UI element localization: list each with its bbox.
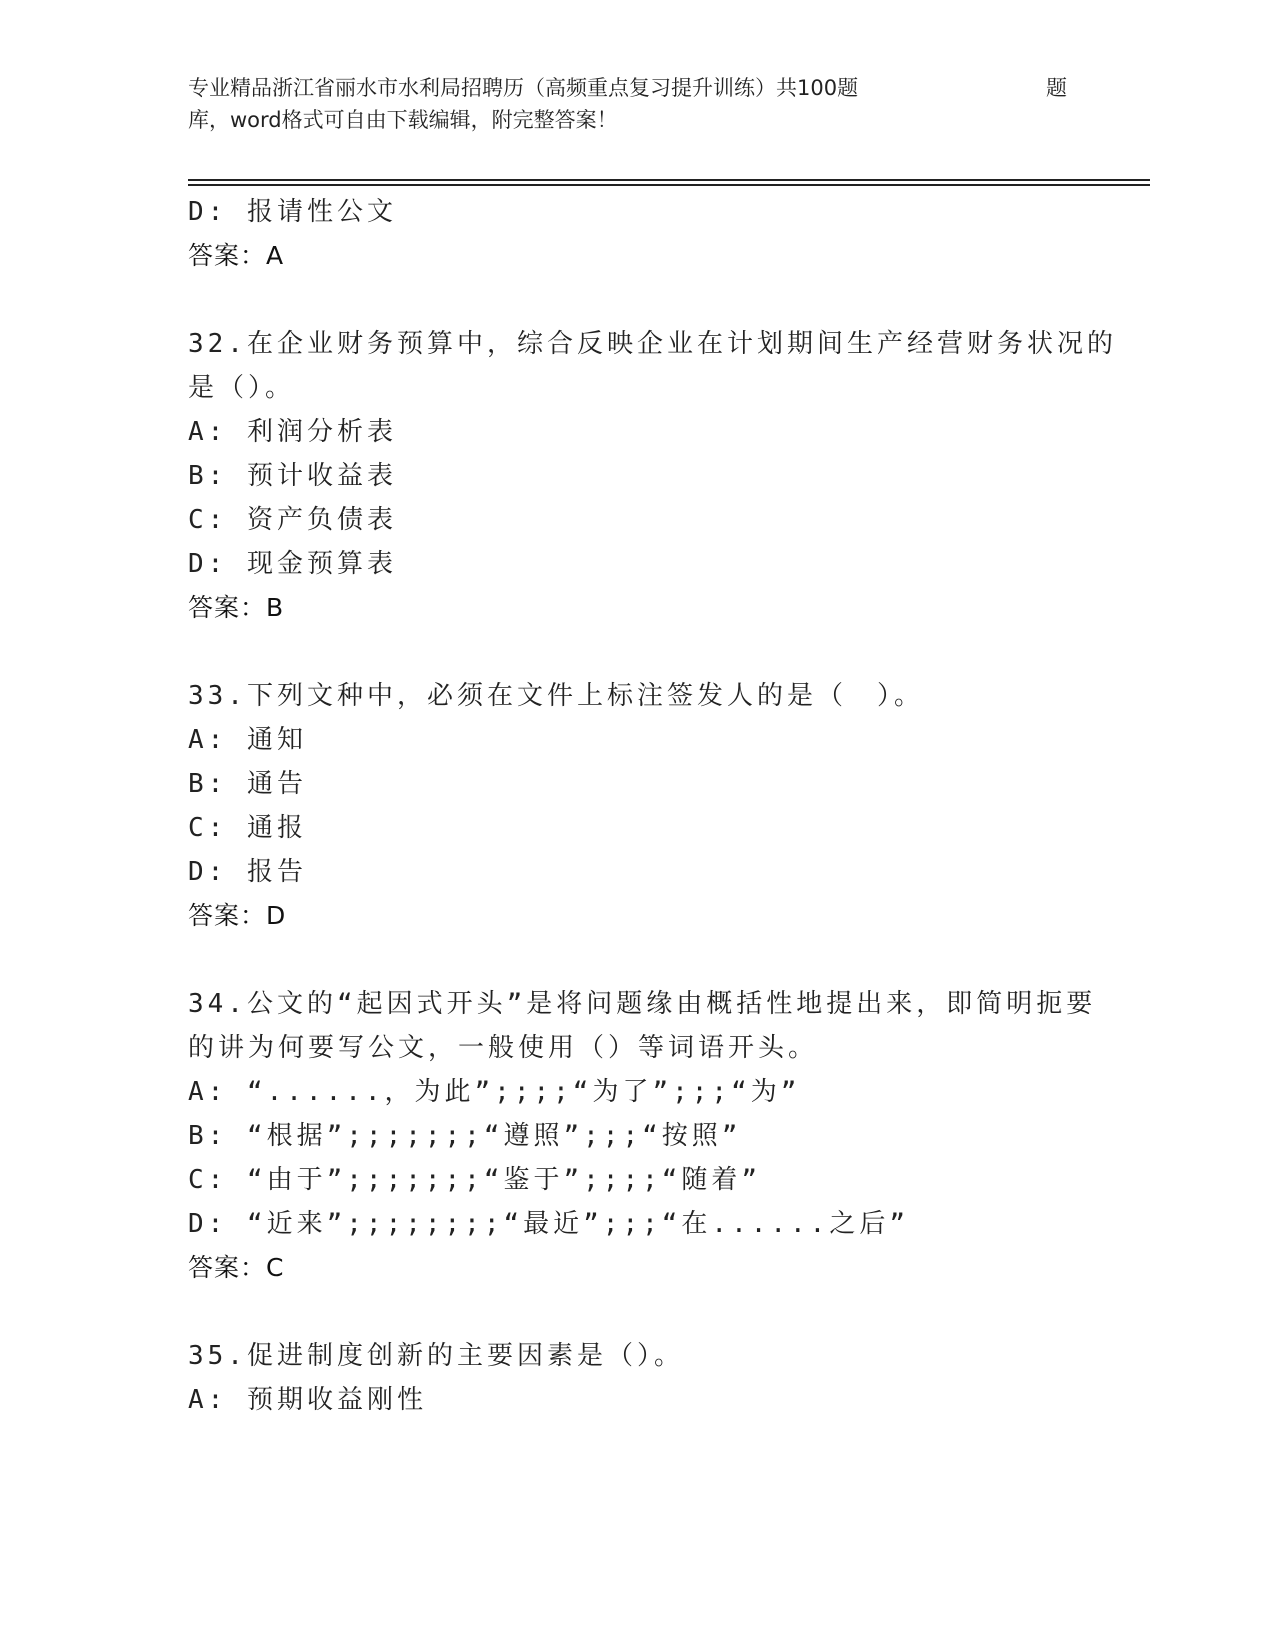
q32-option-b: B: 预计收益表: [188, 461, 397, 491]
q34-stem-line1: 34.公文的“起因式开头”是将问题缘由概括性地提出来，即简明扼要: [188, 989, 1097, 1019]
q32-stem-line2: 是（）。: [188, 373, 296, 403]
header-title-line2: 库，word格式可自由下载编辑，附完整答案！: [188, 108, 618, 132]
header-divider-top: [188, 179, 1150, 181]
q34-option-c: C: “由于”;;;;;;;“鉴于”;;;;“随着”: [188, 1165, 762, 1195]
prev-answer: 答案：A: [188, 241, 285, 270]
q34-answer: 答案：C: [188, 1253, 285, 1282]
q32-answer: 答案：B: [188, 593, 285, 622]
q32-option-d: D: 现金预算表: [188, 549, 397, 579]
q33-option-d: D: 报告: [188, 857, 307, 887]
prev-option-d: D: 报请性公文: [188, 197, 397, 227]
q33-answer: 答案：D: [188, 901, 287, 930]
document-header: [188, 72, 1088, 136]
q34-stem-line2: 的讲为何要写公文，一般使用（）等词语开头。: [188, 1033, 819, 1063]
q34-option-d: D: “近来”;;;;;;;;“最近”;;;“在......之后”: [188, 1209, 909, 1239]
q34-option-b: B: “根据”;;;;;;;“遵照”;;;“按照”: [188, 1121, 742, 1151]
q33-option-b: B: 通告: [188, 769, 307, 799]
q35-stem-line1: 35.促进制度创新的主要因素是（）。: [188, 1341, 684, 1371]
header-title-text: 专业精品浙江省丽水市水利局招聘历（高频重点复习提升训练）共100题: [188, 76, 859, 100]
q32-stem-line1: 32.在企业财务预算中，综合反映企业在计划期间生产经营财务状况的: [188, 329, 1117, 359]
q32-option-a: A: 利润分析表: [188, 417, 397, 447]
q35-option-a: A: 预期收益刚性: [188, 1385, 427, 1415]
q32-option-c: C: 资产负债表: [188, 505, 397, 535]
header-title-tail: 题: [1046, 76, 1067, 100]
q34-option-a: A: “......，为此”;;;;“为了”;;;“为”: [188, 1077, 801, 1107]
q33-option-a: A: 通知: [188, 725, 307, 755]
header-title-line1: [188, 72, 1088, 104]
header-divider-bottom: [188, 184, 1150, 186]
q33-option-c: C: 通报: [188, 813, 307, 843]
q33-stem-line1: 33.下列文种中，必须在文件上标注签发人的是（ ）。: [188, 681, 924, 711]
